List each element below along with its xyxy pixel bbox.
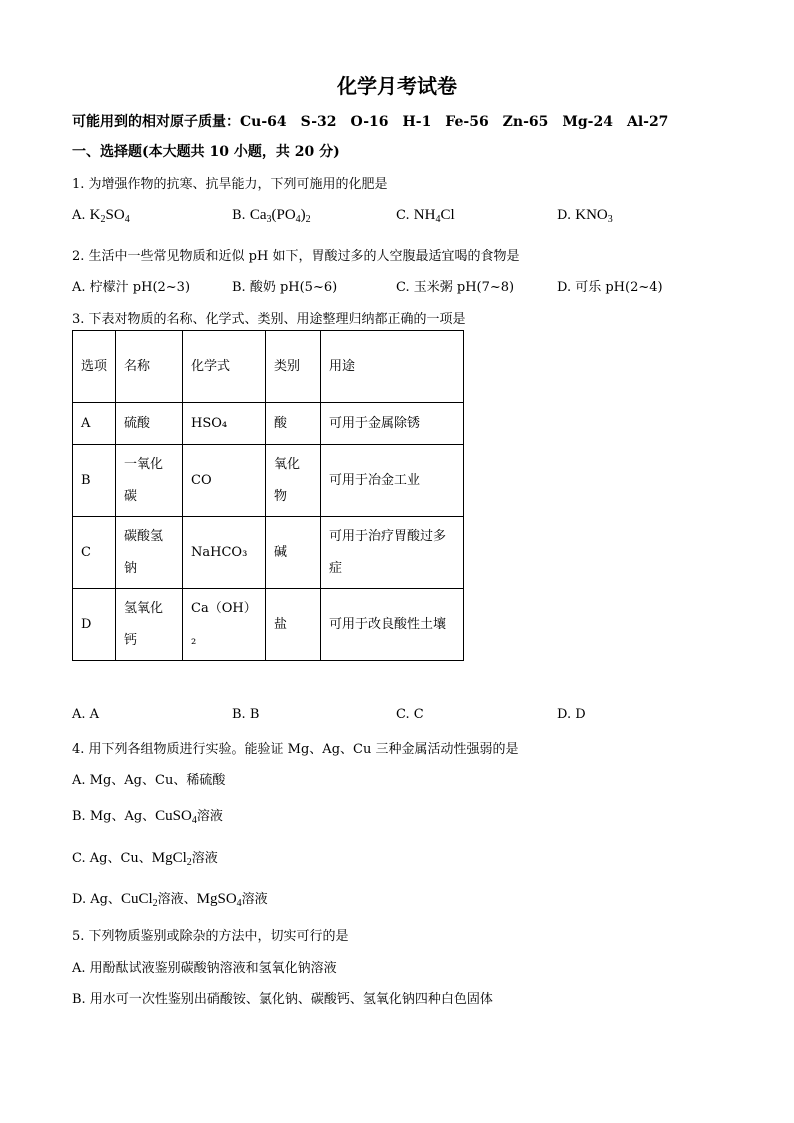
option-text: D. Ag、 (72, 892, 121, 907)
section-heading: 一、选择题(本大题共 10 小题，共 20 分) (72, 144, 340, 160)
option-text: 溶液 (241, 892, 268, 907)
q1-option-d[interactable] (557, 207, 613, 224)
table-header: 名称 (116, 331, 183, 403)
option-label: C. (396, 208, 410, 223)
q4-option-a[interactable]: A. Mg、Ag、Cu、稀硫酸 (72, 773, 226, 788)
table-row (73, 589, 464, 661)
table-cell: 碳酸氢钠 (116, 517, 183, 589)
q2-stem: 2. 生活中一些常见物质和近似 pH 如下，胃酸过多的人空腹最适宜喝的食物是 (72, 249, 520, 264)
q2-option-a[interactable]: A. 柠檬汁 pH(2~3) (72, 280, 191, 295)
q5-option-a[interactable]: A. 用酚酞试液鉴别碳酸钠溶液和氢氧化钠溶液 (72, 961, 337, 976)
q4-stem: 4. 用下列各组物质进行实验。能验证 Mg、Ag、Cu 三种金属活动性强弱的是 (72, 742, 519, 757)
table-cell: A (73, 403, 116, 445)
table-cell: NaHCO₃ (183, 517, 266, 589)
q3-stem: 3. 下表对物质的名称、化学式、类别、用途整理归纳都正确的一项是 (72, 312, 466, 327)
q4-option-d[interactable] (72, 888, 268, 908)
q2-option-d[interactable]: D. 可乐 pH(2~4) (557, 280, 663, 295)
table-row (73, 403, 464, 445)
table-header: 类别 (266, 331, 321, 403)
q2-option-c[interactable]: C. 玉米粥 pH(7~8) (396, 280, 515, 295)
table-cell: 可用于金属除锈 (321, 403, 464, 445)
table-cell: 可用于冶金工业 (321, 445, 464, 517)
q5-option-b[interactable]: B. 用水可一次性鉴别出硝酸铵、氯化钠、碳酸钙、氢氧化钠四种白色固体 (72, 992, 493, 1007)
table-cell: 硫酸 (116, 403, 183, 445)
table-header: 选项 (73, 331, 116, 403)
q1-option-a[interactable] (72, 207, 130, 224)
table-cell: B (73, 445, 116, 517)
option-text: C. Ag、Cu、 (72, 851, 152, 866)
option-label: B. (232, 208, 246, 223)
q2-option-b[interactable]: B. 酸奶 pH(5~6) (232, 280, 338, 295)
formula: $Ca_3(PO_4)_2$ (249, 207, 311, 225)
q3-table (72, 330, 464, 661)
formula: $KNO_3$ (575, 207, 613, 225)
formula: MgSO$_4$ (196, 891, 242, 909)
q4-option-c[interactable] (72, 847, 218, 867)
q4-option-b[interactable] (72, 805, 223, 825)
option-text: 溶液 (196, 809, 223, 824)
table-header: 用途 (321, 331, 464, 403)
table-cell: 碱 (266, 517, 321, 589)
table-cell: 一氧化碳 (116, 445, 183, 517)
table-cell: D (73, 589, 116, 661)
table-cell: 盐 (266, 589, 321, 661)
table-row (73, 517, 464, 589)
q1-option-b[interactable] (232, 207, 311, 224)
q1-stem: 1. 为增强作物的抗寒、抗旱能力，下列可施用的化肥是 (72, 177, 388, 192)
table-cell: 可用于改良酸性土壤 (321, 589, 464, 661)
q3-option-d[interactable]: D. D (557, 707, 586, 722)
page-title: 化学月考试卷 (337, 74, 457, 98)
table-header-row (73, 331, 464, 403)
formula: MgCl$_2$ (151, 850, 192, 868)
table-cell: HSO₄ (183, 403, 266, 445)
q3-option-c[interactable]: C. C (396, 707, 424, 722)
table-cell: 氢氧化钙 (116, 589, 183, 661)
option-label: A. (72, 208, 86, 223)
table-cell: C (73, 517, 116, 589)
table-cell: 可用于治疗胃酸过多症 (321, 517, 464, 589)
table-cell: 氧化物 (266, 445, 321, 517)
formula: CuSO$_4$ (155, 808, 197, 826)
table-cell: Ca（OH）₂ (183, 589, 266, 661)
q3-option-b[interactable]: B. B (232, 707, 260, 722)
q5-stem: 5. 下列物质鉴别或除杂的方法中，切实可行的是 (72, 929, 349, 944)
option-text: B. Mg、Ag、 (72, 809, 156, 824)
option-label: D. (557, 208, 572, 223)
option-text: 溶液 (191, 851, 218, 866)
option-text: 溶液、 (157, 892, 197, 907)
table-row (73, 445, 464, 517)
atomic-masses: 可能用到的相对原子质量：Cu-64 S-32 O-16 H-1 Fe-56 Zn-65 Mg-24 Al-27 (72, 114, 669, 130)
q3-option-a[interactable]: A. A (72, 707, 100, 722)
formula: CuCl$_2$ (120, 891, 158, 909)
table-cell: 酸 (266, 403, 321, 445)
formula: $NH_4Cl$ (413, 207, 455, 225)
formula: $K_2SO_4$ (89, 207, 130, 225)
table-header: 化学式 (183, 331, 266, 403)
q1-option-c[interactable] (396, 207, 455, 224)
table-cell: CO (183, 445, 266, 517)
